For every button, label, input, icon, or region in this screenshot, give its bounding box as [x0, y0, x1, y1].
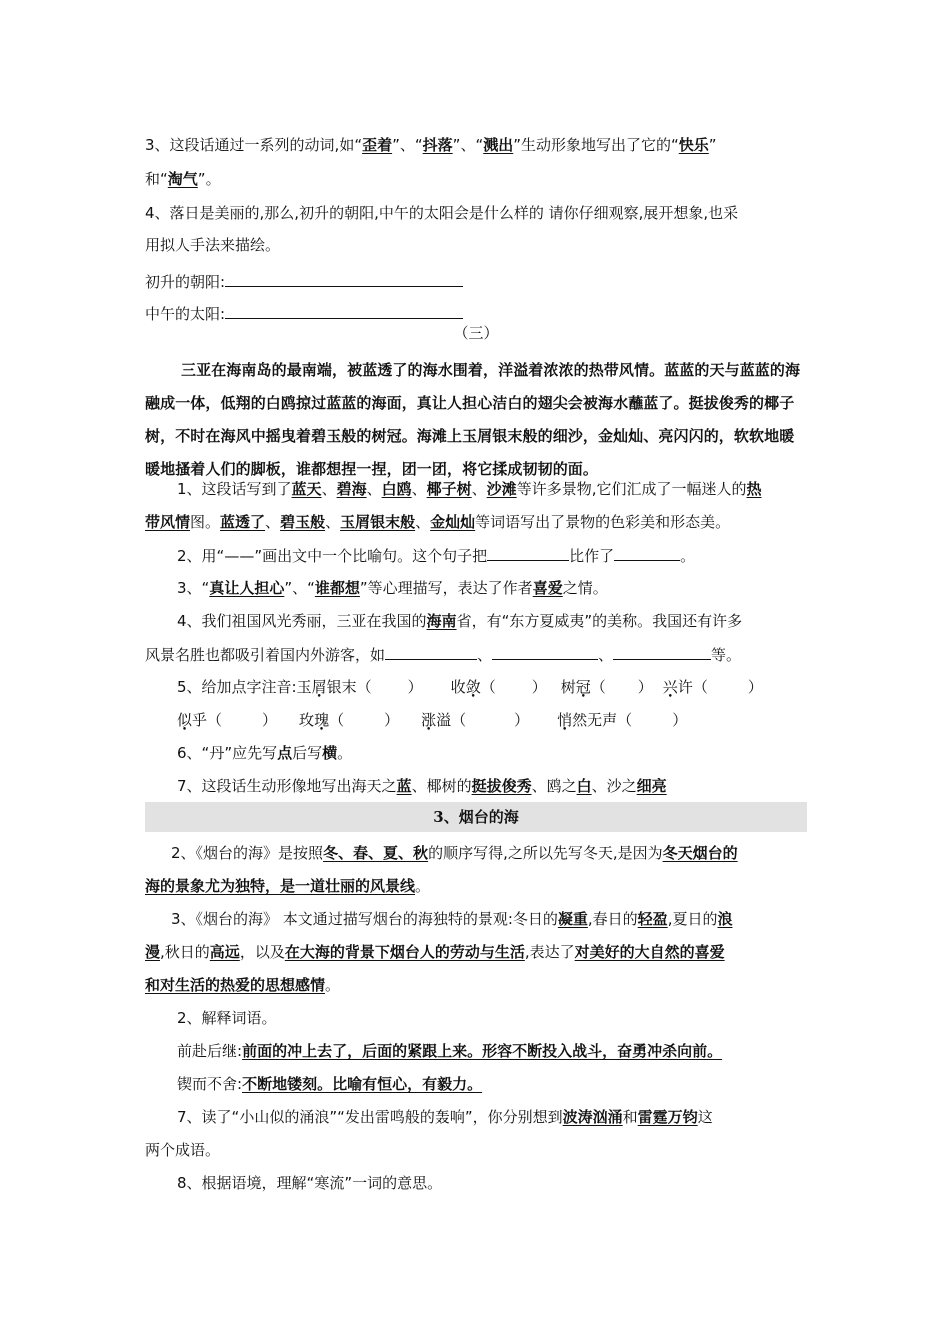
answer: 和对生活的热爱的思想感情 — [145, 976, 326, 994]
text: 等。 — [711, 646, 742, 664]
answer: 碧玉般 — [280, 513, 326, 531]
text: 图。 — [190, 513, 221, 531]
s3-p1-line1 — [145, 842, 833, 864]
s3-q2-label: 2、解释词语。 — [177, 1009, 277, 1027]
q2-blank-2[interactable] — [614, 544, 680, 561]
q5-item-6 — [299, 711, 399, 729]
s2-q3 — [145, 577, 839, 599]
answer: 碧海 — [336, 480, 367, 498]
answer: 热 — [746, 480, 762, 498]
q5-item-8 — [557, 711, 687, 729]
s1-q3-line2 — [145, 168, 807, 190]
text: 7、读了“小山似的涌浪”“发出雷鸣般的轰响”，你分别想到 — [177, 1108, 563, 1126]
q5-item-7 — [421, 711, 529, 729]
answer: 喜爱 — [532, 579, 563, 597]
text: ） — [747, 678, 763, 696]
text: 溢（ — [436, 711, 467, 729]
morning-answer-blank[interactable] — [225, 270, 463, 287]
term: 前赴后继: — [177, 1042, 243, 1060]
term-row-1 — [145, 1040, 839, 1062]
s3-p2-line3 — [145, 974, 807, 996]
answer: 轻盈 — [637, 910, 668, 928]
s3-p1-line2 — [145, 875, 807, 897]
definition: 不断地镂刻。比喻有恒心，有毅力。 — [242, 1075, 483, 1093]
answer: 蓝透了 — [220, 513, 266, 531]
text: 。 — [415, 877, 431, 895]
dotted-char: 似 — [177, 711, 193, 729]
answer: 淘气 — [167, 170, 198, 188]
text: 的顺序写得,之所以先写冬天,是因为 — [428, 844, 663, 862]
s1-q4-line2: 用拟人手法来描绘。 — [145, 236, 281, 254]
text: ” — [708, 136, 717, 154]
answer: 挺拔俊秀 — [471, 777, 532, 795]
text: 比作了 — [569, 547, 615, 565]
s3-q7-line1 — [145, 1106, 839, 1128]
text: 、 — [598, 646, 614, 664]
q4-blank-3[interactable] — [613, 643, 711, 660]
s3-q8: 8、根据语境，理解“寒流”一词的意思。 — [177, 1174, 443, 1192]
dotted-char: 瑰 — [314, 711, 330, 729]
text: ”、“ — [392, 136, 423, 154]
q5-item-5 — [177, 711, 277, 729]
s2-q2 — [145, 544, 839, 567]
text: 。 — [337, 744, 353, 762]
text: ,夏日的 — [667, 910, 718, 928]
s2-q4-line1 — [145, 610, 839, 632]
answer: 快乐 — [678, 136, 709, 154]
answer: 白 — [576, 777, 592, 795]
text: 等词语写出了景物的色彩美和形态美。 — [475, 513, 731, 531]
text: 树 — [560, 678, 576, 696]
answer: 在大海的背景下烟台人的劳动与生活 — [284, 943, 525, 961]
text: 6、“丹”应先写 — [177, 744, 278, 762]
text: 后写 — [292, 744, 323, 762]
answer: 波涛汹涌 — [562, 1108, 623, 1126]
answer: 谁都想 — [314, 579, 360, 597]
answer: 海南 — [426, 612, 457, 630]
s3-p2-line1 — [145, 908, 833, 930]
answer: 浪 — [717, 910, 733, 928]
text: ） — [637, 678, 653, 696]
answer: 金灿灿 — [430, 513, 476, 531]
answer: 对美好的大自然的喜爱 — [574, 943, 725, 961]
text: ”生动形象地写出了它的“ — [513, 136, 679, 154]
text: 这 — [697, 1108, 713, 1126]
text: ） — [672, 711, 688, 729]
s3-q7-line2: 两个成语。 — [145, 1141, 221, 1159]
text: 2、用“——”画出文中一个比喻句。这个句子把 — [177, 547, 488, 565]
s1-q3-line1 — [145, 134, 807, 156]
answer: 歪着 — [362, 136, 393, 154]
text: 、沙之 — [591, 777, 637, 795]
text: ） — [407, 678, 423, 696]
term: 锲而不舍: — [177, 1075, 243, 1093]
morning-label: 初升的朝阳: — [145, 273, 226, 291]
answer: 凝重 — [557, 910, 588, 928]
answer: 细亮 — [636, 777, 667, 795]
text: 银末（ — [326, 678, 372, 696]
text: 3、这段话通过一系列的动词,如“ — [145, 136, 363, 154]
answer: 蓝 — [396, 777, 412, 795]
s2-q6 — [145, 742, 839, 764]
text: 4、我们祖国风光秀丽，三亚在我国的 — [177, 612, 427, 630]
text: 之情。 — [562, 579, 608, 597]
text: 。 — [680, 547, 696, 565]
text: 和“ — [145, 170, 168, 188]
text: 、 — [366, 480, 382, 498]
s2-q1-line1 — [145, 478, 839, 500]
text: 风景名胜也都吸引着国内外游客，如 — [145, 646, 386, 664]
text: 、 — [411, 480, 427, 498]
answer: 漫 — [145, 943, 161, 961]
text: 、 — [415, 513, 431, 531]
text: ,春日的 — [587, 910, 638, 928]
q5-item-3 — [561, 678, 653, 696]
text: 收 — [450, 678, 466, 696]
text: 、 — [321, 480, 337, 498]
text: 。 — [325, 976, 341, 994]
answer: 横 — [322, 744, 338, 762]
dotted-char: 涨 — [421, 711, 437, 729]
answer: 带风情 — [145, 513, 191, 531]
dotted-char: 敛 — [465, 678, 481, 696]
text: ,秋日的 — [160, 943, 210, 961]
dotted-char: 悄 — [557, 711, 573, 729]
text: 5、给加点字注音: — [177, 678, 297, 696]
text: 、椰树的 — [411, 777, 472, 795]
text: 、鸥之 — [531, 777, 577, 795]
section-title-yantai: 3、烟台的海 — [145, 802, 807, 832]
answer: 沙滩 — [486, 480, 517, 498]
text: ） — [514, 711, 530, 729]
dotted-char: 冠 — [575, 678, 591, 696]
q2-blank-1[interactable] — [487, 544, 569, 561]
dotted-char: 兴 — [662, 678, 678, 696]
text: 、 — [265, 513, 281, 531]
answer: 海的景象尤为独特，是一道壮丽的风景线 — [145, 877, 416, 895]
text: 玉 — [296, 678, 312, 696]
answer: 冬天烟台的 — [662, 844, 738, 862]
text: ”、“ — [284, 579, 315, 597]
text: ”、“ — [452, 136, 484, 154]
text: （ — [329, 711, 345, 729]
text: 然无声（ — [572, 711, 633, 729]
term-row-2 — [145, 1073, 839, 1095]
answer: 椰子树 — [426, 480, 472, 498]
q4-blank-2[interactable] — [492, 643, 598, 660]
text: 许（ — [677, 678, 708, 696]
text: 、 — [477, 646, 493, 664]
text: 3、“ — [177, 579, 210, 597]
s2-q4-line2 — [145, 643, 807, 666]
text: 1、这段话写到了 — [177, 480, 292, 498]
text: ） — [262, 711, 278, 729]
text: ） — [531, 678, 547, 696]
text: 3、《烟台的海》 本文通过描写烟台的海独特的景观:冬日的 — [171, 910, 558, 928]
text: （ — [590, 678, 606, 696]
s2-q5-line1 — [145, 676, 839, 698]
answer: 真让人担心 — [209, 579, 285, 597]
answer: 高远 — [209, 943, 240, 961]
text: 和 — [622, 1108, 638, 1126]
q5-item-2 — [451, 678, 547, 696]
text: 省，有“东方夏威夷”的美称。我国还有许多 — [456, 612, 743, 630]
s2-q5-line2 — [145, 709, 839, 731]
answer: 玉屑银末般 — [340, 513, 416, 531]
text: 等许多景物,它们汇成了一幅迷人的 — [516, 480, 747, 498]
text: 、 — [471, 480, 487, 498]
text: ”。 — [197, 170, 221, 188]
s2-q1-line2 — [145, 511, 807, 533]
q5-item-4 — [663, 678, 763, 696]
text: 乎（ — [192, 711, 223, 729]
answer: 冬、春、夏、秋 — [323, 844, 429, 862]
answer: 点 — [277, 744, 293, 762]
text: （ — [480, 678, 496, 696]
noon-label: 中午的太阳: — [145, 305, 226, 323]
text: 玫 — [299, 711, 315, 729]
dotted-char: 屑 — [311, 678, 327, 696]
text: ） — [384, 711, 400, 729]
s3-p2-line2 — [145, 941, 807, 963]
s2-q7 — [145, 775, 839, 797]
noon-answer-blank[interactable] — [225, 302, 463, 319]
text: ，以及 — [239, 943, 285, 961]
answer: 溅出 — [483, 136, 514, 154]
text: ,表达了 — [524, 943, 575, 961]
answer: 雷霆万钧 — [637, 1108, 698, 1126]
s1-q4-line1: 4、落日是美丽的,那么,初升的朝阳,中午的太阳会是什么样的 请你仔细观察,展开想象,也采 — [145, 204, 739, 222]
text: ”等心理描写，表达了作者 — [359, 579, 533, 597]
answer: 抖落 — [422, 136, 453, 154]
text: 2、《烟台的海》是按照 — [171, 844, 324, 862]
sanya-passage: 三亚在海南岛的最南端，被蓝透了的海水围着，洋溢着浓浓的热带风情。蓝蓝的天与蓝蓝的海融成一体，低翔的白鸥掠过蓝蓝的海面，真让人担心洁白的翅尖会被海水蘸蓝了。挺拔俊秀的椰子树，不时在海风中摇曳着碧玉般的树冠。海滩上玉屑银末般的细沙，金灿灿、亮闪闪的，软软地暖暖地搔着人们的脚板，谁都想捏一捏，团一团，将它揉成韧韧的面。 — [145, 361, 801, 478]
q4-blank-1[interactable] — [385, 643, 477, 660]
q5-item-1 — [297, 678, 423, 696]
answer: 蓝天 — [291, 480, 322, 498]
definition: 前面的冲上去了，后面的紧跟上来。形容不断投入战斗，奋勇冲杀向前。 — [242, 1042, 723, 1060]
morning-sun-row — [145, 270, 807, 293]
text: 、 — [325, 513, 341, 531]
answer: 白鸥 — [381, 480, 412, 498]
text: 7、这段话生动形像地写出海天之 — [177, 777, 397, 795]
section-heading-3: （三） — [453, 324, 499, 342]
